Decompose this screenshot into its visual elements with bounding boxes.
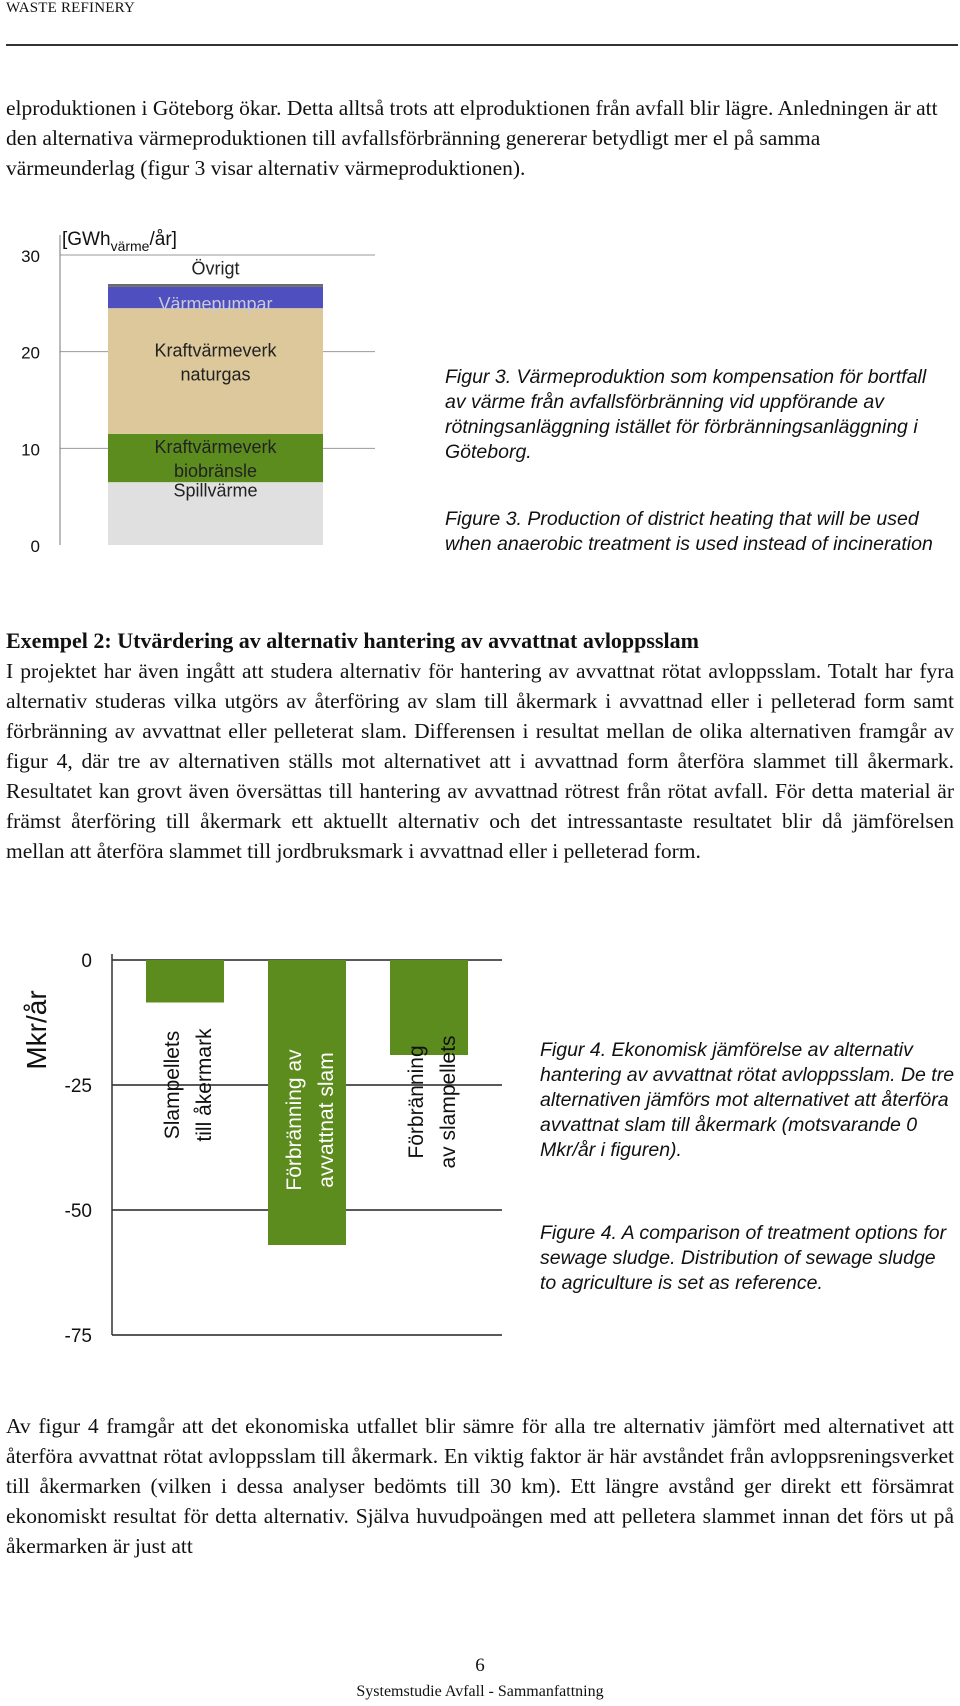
figure-4-y-ticks <box>65 951 92 1347</box>
page-number: 6 <box>475 1655 485 1676</box>
segment-label: naturgas <box>180 364 251 385</box>
segment-label: Övrigt <box>191 258 240 279</box>
segment-label: Kraftvärmeverk <box>154 340 277 361</box>
category-label <box>405 1035 460 1168</box>
segment-label: Kraftvärmeverk <box>154 437 277 458</box>
y-tick-label: -50 <box>64 1201 92 1222</box>
ylabel-sub: värme <box>110 238 150 254</box>
bar <box>146 960 224 1003</box>
page-header: WASTE REFINERY <box>6 0 136 16</box>
segment-label: biobränsle <box>173 461 258 482</box>
y-tick-label: 30 <box>21 247 40 266</box>
figure-4-chart <box>0 930 520 1370</box>
category-label-line: avvattnat slam <box>315 1052 338 1188</box>
figure-3-y-axis-label <box>62 229 177 254</box>
y-tick-label: -75 <box>64 1326 92 1347</box>
figure-3-caption-sv: Figur 3. Värmeproduktion som kompensation för bortfall av värme från avfallsförbränning vid uppförande av rötningsanläggning istället för förbränningsanläggning i Göteborg. <box>445 366 927 463</box>
segment-label: Värmepumpar <box>158 294 273 315</box>
figure-4-caption-sv: Figur 4. Ekonomisk jämförelse av alternativ hantering av avvattnat rötat avloppsslam. De tre alternativen jämförs mot alternativet att återföra avvattnat slam till åkermark (motsvarande 0 Mkr/år i figuren). <box>540 1039 955 1161</box>
figure-4-y-axis-label: Mkr/år <box>21 990 52 1070</box>
y-tick-label: 0 <box>81 951 92 972</box>
footer-title: Systemstudie Avfall - Sammanfattning <box>356 1683 604 1700</box>
category-label-line: Slampellets <box>161 1030 184 1140</box>
y-tick-label: -25 <box>64 1076 92 1097</box>
category-label-line: Förbränning <box>405 1045 428 1159</box>
ylabel-tail: /år] <box>149 229 177 250</box>
example-heading: Exempel 2: Utvärdering av alternativ hantering av avvattnat avloppsslam <box>6 628 699 653</box>
figure-3-bar-stack <box>108 284 323 545</box>
example-paragraph: I projektet har även ingått att studera alternativ för hantering av avvattnat rötat avloppsslam. Totalt har fyra alternativ studeras vilka utgörs av återföring av slam till åkermark i avvattnad eller i pelleterad form samt förbränning av avvattnat eller pelleterat slam. Differensen i resultat mellan de olika alternativen framgår av figur 4, där tre av alternativen ställs mot alternativet att i avvattnad form återföra slammet till åkermark. Resultatet kan grovt även översättas till hantering av avvattnad rötrest från rötat avfall. För detta material är främst återföring till åkermark ett aktuellt alternativ och det intressantaste resultatet blir då jämförelsen mellan att återföra slammet till jordbruksmark i avvattnad eller i pelleterad form. <box>6 659 954 863</box>
category-label-line: till åkermark <box>193 1028 216 1142</box>
category-label-line: Förbränning av <box>283 1049 306 1191</box>
closing-paragraph: Av figur 4 framgår att det ekonomiska utfallet blir sämre för alla tre alternativ jämfört med alternativet att återföra avvattnat rötat avloppsslam till åkermark. En viktig faktor är här avståndet från avloppsreningsverket till åkermarken (vilken i dessa analyser bedömts till 30 km). Ett längre avstånd ger direkt ett försämrat ekonomiskt resultat för detta alternativ. Själva huvudpoängen med att pelletera slammet innan det förs ut på åkermarken är just att <box>6 1414 954 1558</box>
figure-3-y-ticks <box>21 247 40 556</box>
intro-paragraph: elproduktionen i Göteborg ökar. Detta alltså trots att elproduktionen från avfall blir lägre. Anledningen är att den alternativa värmeproduktionen till avfallsförbränning genererar betydligt mer el på samma värmeunderlag (figur 3 visar alternativ värmeproduktionen). <box>6 96 938 180</box>
segment-label: Spillvärme <box>173 480 258 501</box>
figure-3-chart <box>0 215 400 595</box>
ylabel-main: [GWh <box>62 229 111 250</box>
figure-3-caption-en: Figure 3. Production of district heating that will be used when anaerobic treatment is used instead of incineration <box>445 508 933 555</box>
category-label-line: av slampellets <box>437 1035 460 1169</box>
y-tick-label: 0 <box>30 537 40 556</box>
y-tick-label: 20 <box>21 343 40 363</box>
figure-4-caption-en: Figure 4. A comparison of treatment options for sewage sludge. Distribution of sewage sludge to agriculture is set as reference. <box>540 1222 947 1294</box>
stack-segment <box>108 284 323 287</box>
header-divider <box>6 44 958 46</box>
y-tick-label: 10 <box>21 440 40 460</box>
